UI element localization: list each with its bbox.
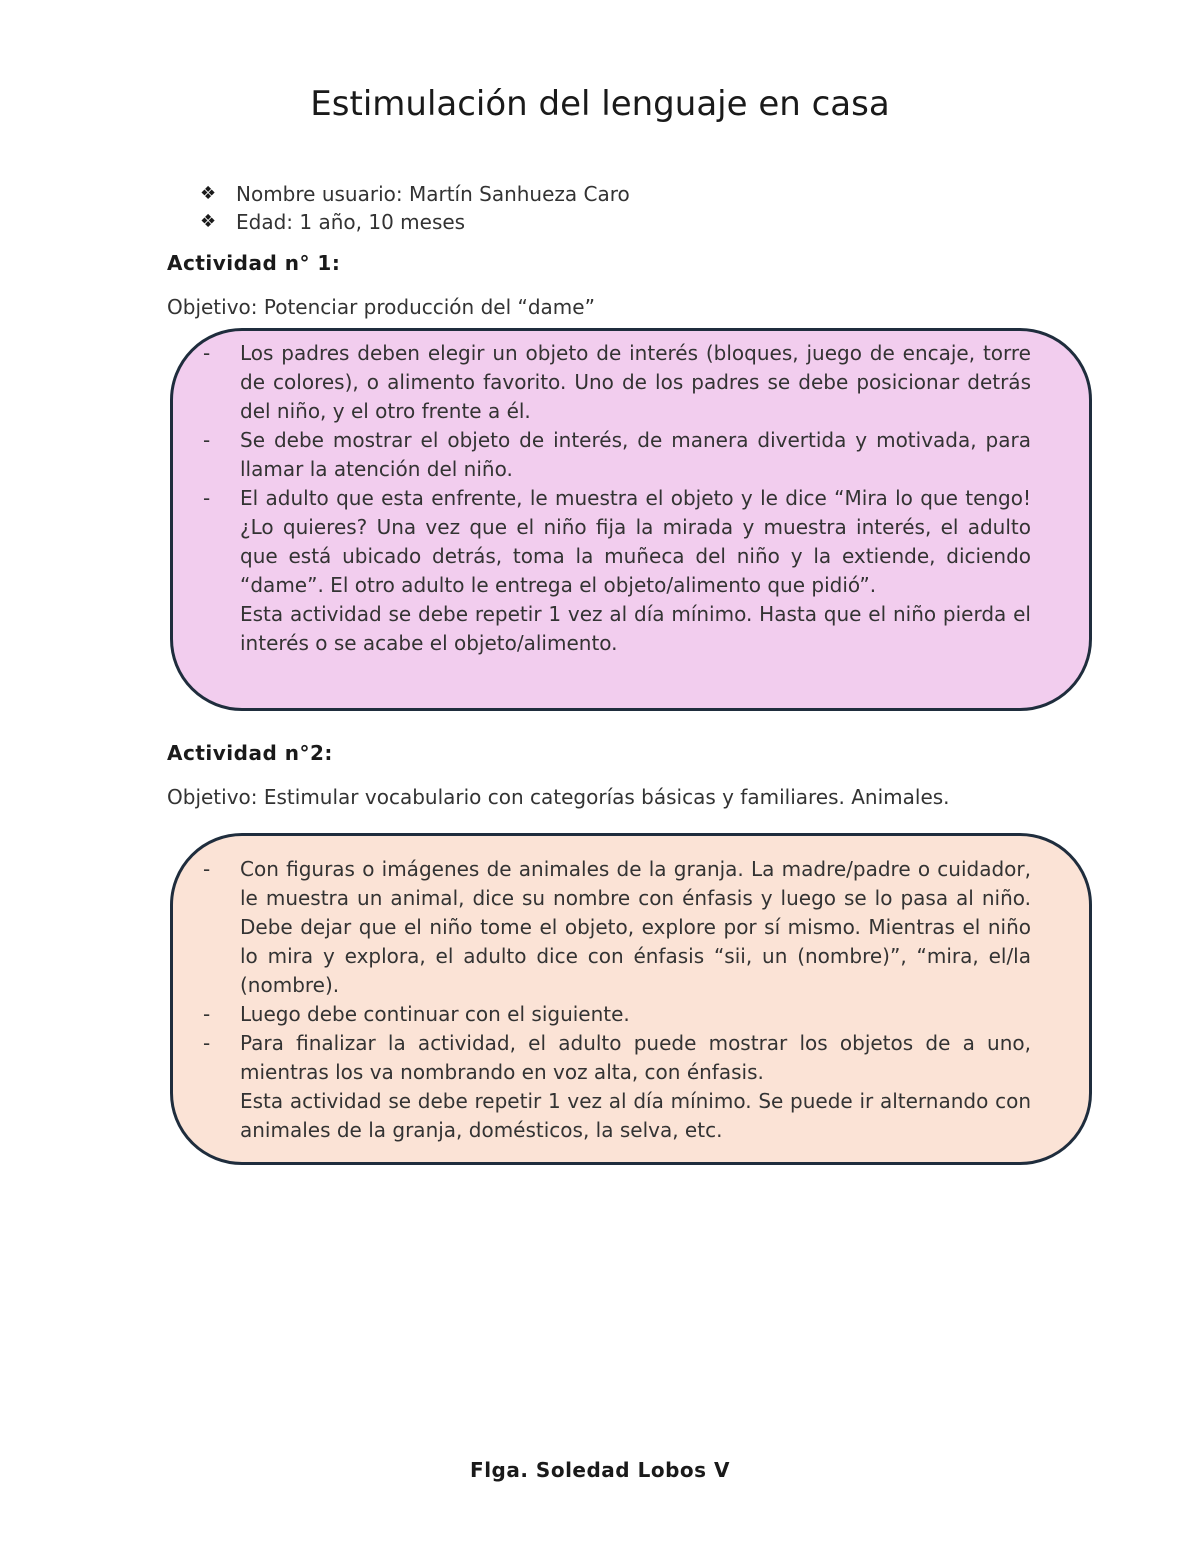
- activity-1-note: Esta actividad se debe repetir 1 vez al día mínimo. Hasta que el niño pierda el interés o se acabe el objeto/alimento.: [240, 602, 1031, 655]
- dash-bullet: -: [203, 1031, 211, 1055]
- dash-bullet: -: [203, 341, 211, 365]
- activity-2-box: [170, 833, 1092, 1165]
- activity-2-heading: Actividad n°2:: [167, 741, 333, 765]
- activity-2-note: Esta actividad se debe repetir 1 vez al día mínimo. Se puede ir alternando con animales de la granja, domésticos, la selva, etc.: [240, 1089, 1031, 1142]
- diamond-bullet-icon: ❖: [200, 183, 217, 204]
- patient-info-list: [200, 180, 630, 236]
- list-item: [203, 855, 1031, 1000]
- dash-bullet: -: [203, 428, 211, 452]
- author-signature: Flga. Soledad Lobos V: [470, 1458, 730, 1482]
- activity-1-box: [170, 328, 1092, 711]
- activity-1-heading: Actividad n° 1:: [167, 251, 341, 275]
- list-item: [203, 484, 1031, 600]
- list-item: [203, 1029, 1031, 1087]
- step-text: Para finalizar la actividad, el adulto puede mostrar los objetos de a uno, mientras los va nombrando en voz alta, con énfasis.: [240, 1031, 1031, 1084]
- activity-2-steps: [203, 855, 1031, 1145]
- activity-2-objective: Objetivo: Estimular vocabulario con categorías básicas y familiares. Animales.: [167, 785, 950, 809]
- list-item: [203, 1000, 1031, 1029]
- list-item: [203, 426, 1031, 484]
- diamond-bullet-icon: ❖: [200, 211, 217, 232]
- activity-1-objective: Objetivo: Potenciar producción del “dame”: [167, 295, 595, 319]
- list-item: [203, 339, 1031, 426]
- dash-bullet: -: [203, 857, 211, 881]
- step-text: Los padres deben elegir un objeto de interés (bloques, juego de encaje, torre de colores), o alimento favorito. Uno de los padres se debe posicionar detrás del niño, y el otro frente a él.: [240, 341, 1031, 423]
- document-title: Estimulación del lenguaje en casa: [310, 84, 890, 124]
- dash-bullet: -: [203, 1002, 211, 1026]
- patient-name: Nombre usuario: Martín Sanhueza Caro: [236, 182, 630, 206]
- dash-bullet: -: [203, 486, 211, 510]
- list-item: [200, 208, 630, 236]
- step-text: Luego debe continuar con el siguiente.: [240, 1002, 630, 1026]
- list-item: [200, 180, 630, 208]
- step-text: El adulto que esta enfrente, le muestra el objeto y le dice “Mira lo que tengo! ¿Lo quieres? Una vez que el niño fija la mirada y muestra interés, el adulto que está ubicado detrás, toma la muñeca del niño y la extiende, diciendo “dame”. El otro adulto le entrega el objeto/alimento que pidió”.: [240, 486, 1031, 597]
- activity-1-steps: [203, 339, 1031, 658]
- patient-age: Edad: 1 año, 10 meses: [236, 210, 466, 234]
- step-text: Con figuras o imágenes de animales de la granja. La madre/padre o cuidador, le muestra un animal, dice su nombre con énfasis y luego se lo pasa al niño. Debe dejar que el niño tome el objeto, explore por sí mismo. Mientras el niño lo mira y explora, el adulto dice con énfasis “sii, un (nombre)”, “mira, el/la (nombre).: [240, 857, 1031, 997]
- step-text: Se debe mostrar el objeto de interés, de manera divertida y motivada, para llamar la atención del niño.: [240, 428, 1031, 481]
